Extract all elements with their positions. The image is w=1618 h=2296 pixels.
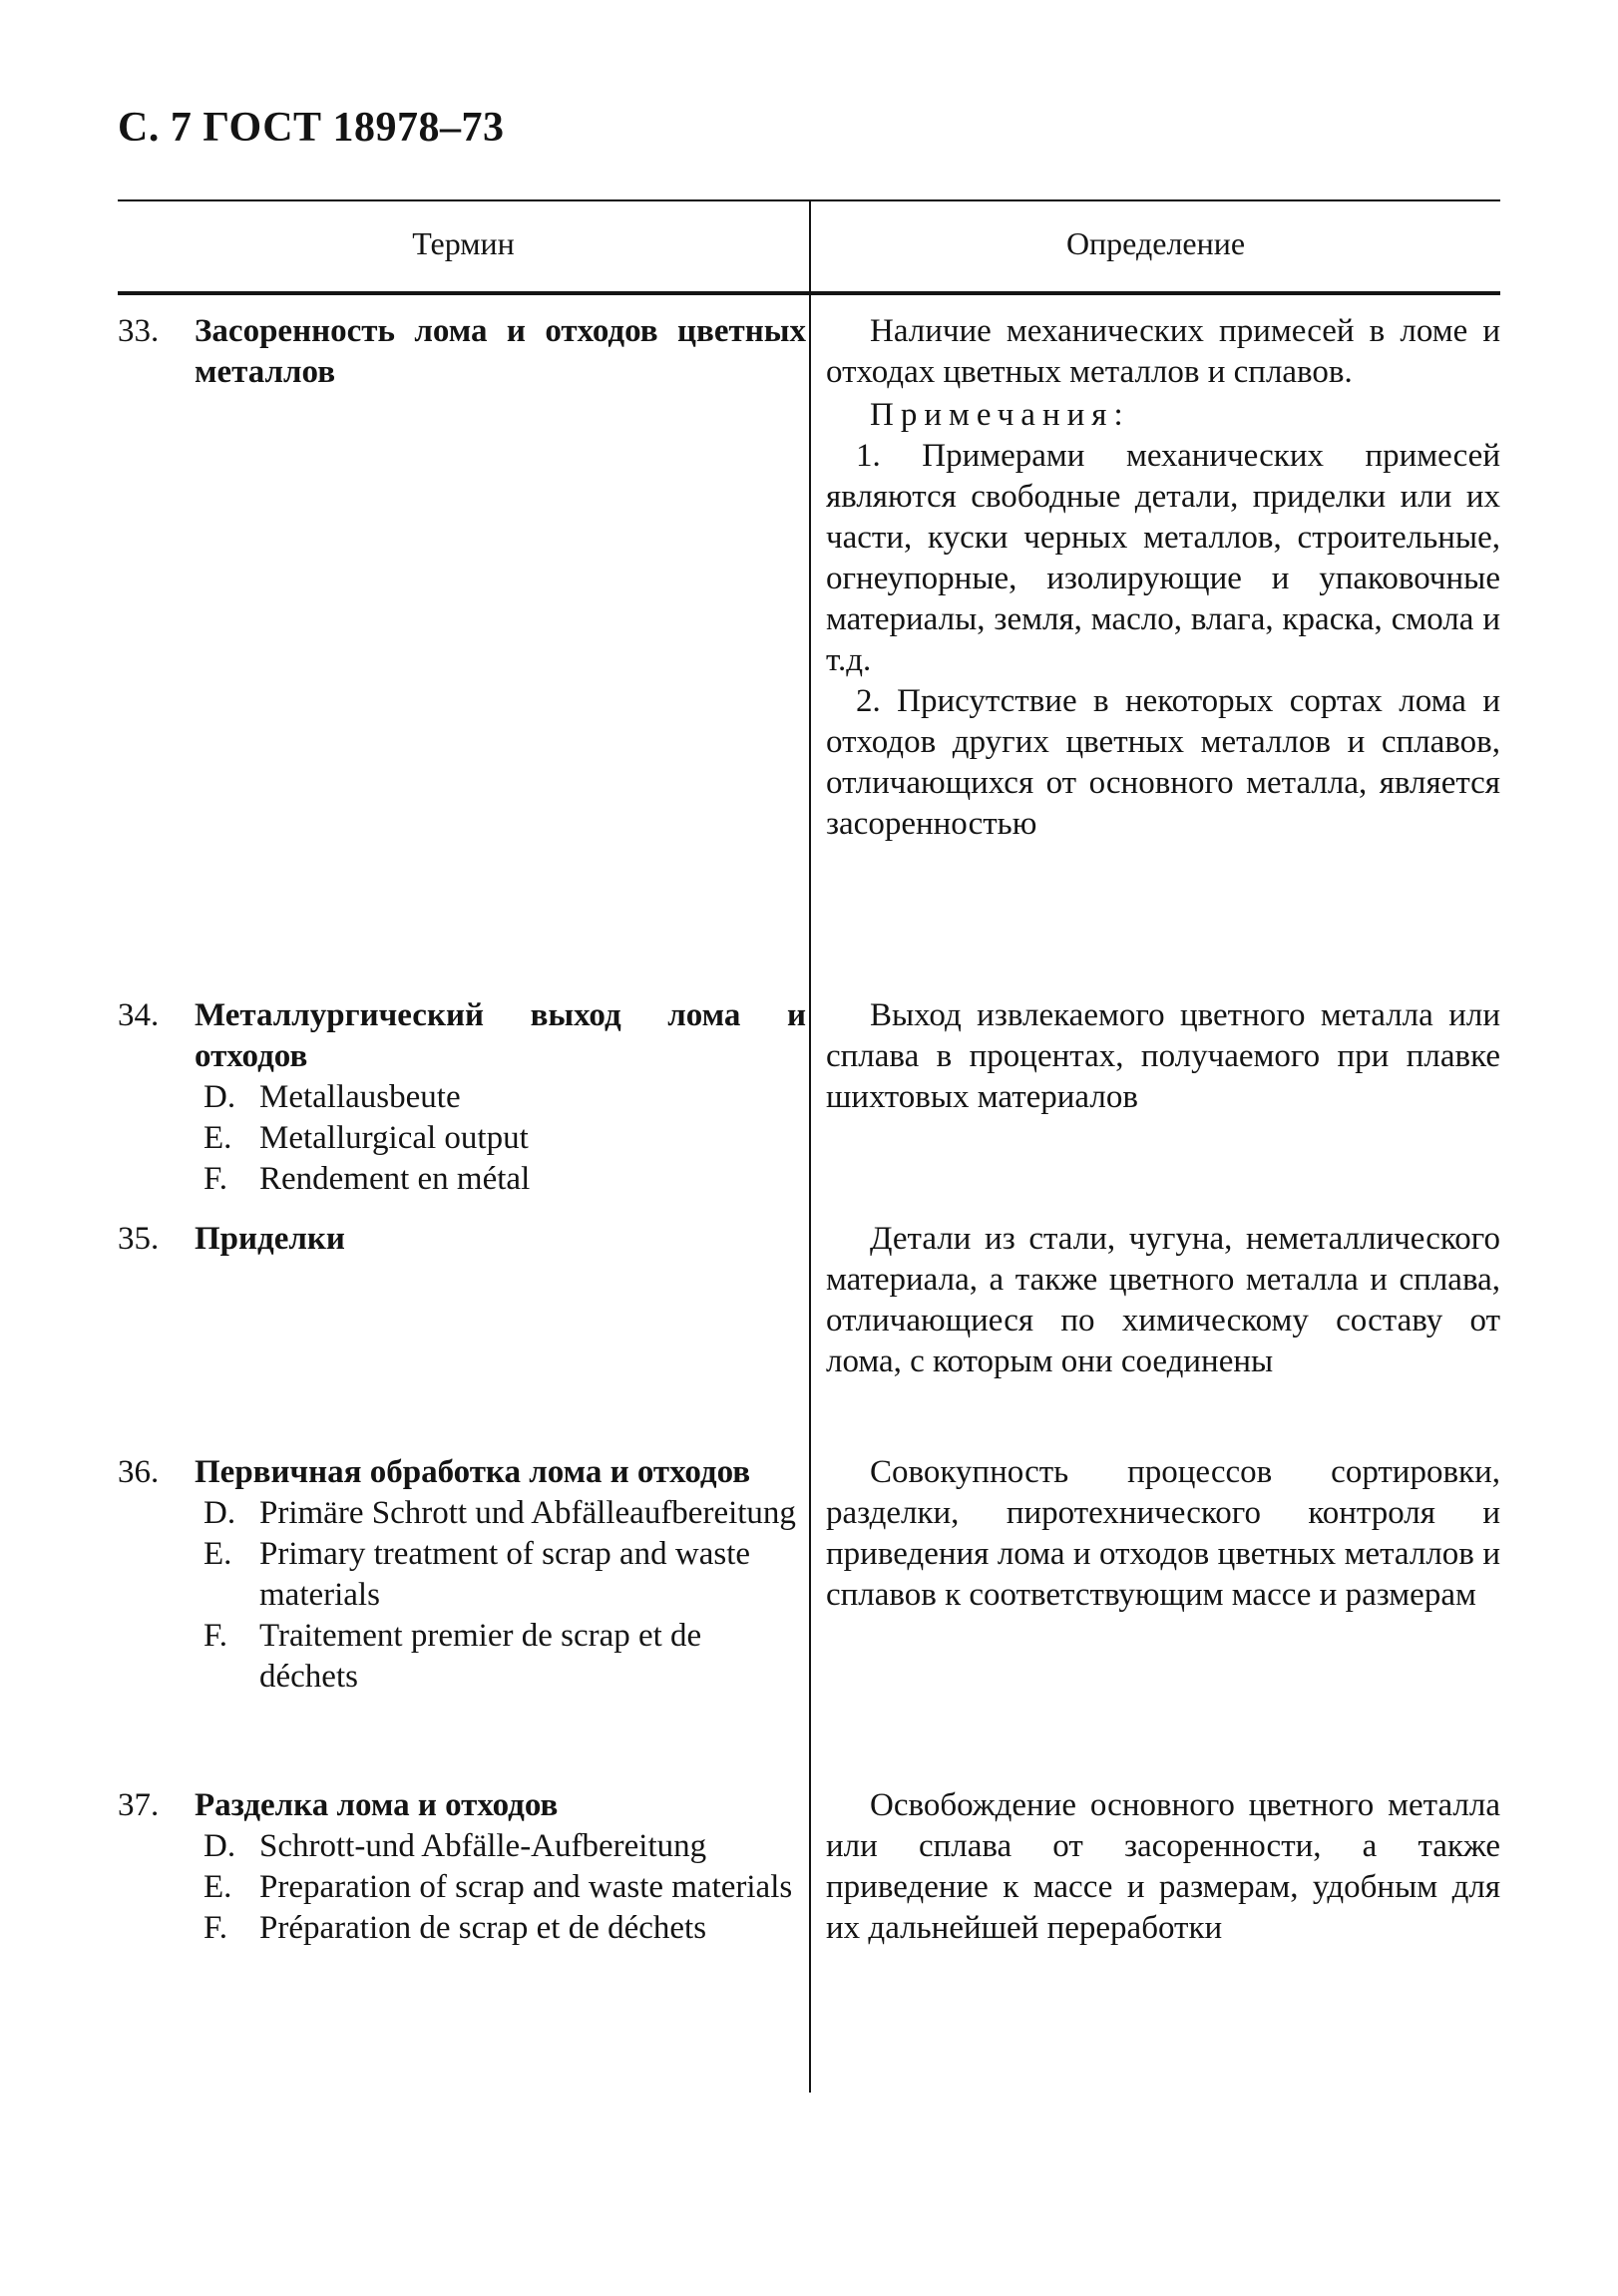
translation-text: Primäre Schrott und Abfälleaufbereitung [259, 1495, 796, 1531]
column-divider [809, 199, 811, 2093]
term-number: 34. [118, 997, 160, 1033]
translation-text: Traitement premier de scrap et de déchets [259, 1618, 702, 1695]
definition-text: Совокупность процессов сортировки, разделки, пиротехнического контроля и приведения лома и отходов цветных металлов и сплавов к соответствующим массе и размерам [826, 1454, 1500, 1613]
translation-de [118, 1493, 806, 1534]
translation-text: Primary treatment of scrap and waste materials [259, 1536, 751, 1613]
translation-text: Metallausbeute [259, 1079, 461, 1115]
translation-lang: F. [203, 1910, 227, 1946]
note-text: 2. Присутствие в некоторых сортах лома и отходов других цветных металлов и сплавов, отличающихся от основного металла, является засоренностью [826, 683, 1500, 842]
notes-title: Примечания: [870, 397, 1130, 433]
definition-text: Наличие механических примесей в ломе и отходах цветных металлов и сплавов. [826, 313, 1500, 390]
translation-fr [118, 1616, 806, 1698]
translation-text: Metallurgical output [259, 1120, 529, 1156]
term-name: Разделка лома и отходов [195, 1787, 559, 1823]
translation-lang: D. [203, 1079, 236, 1115]
term-number: 35. [118, 1221, 160, 1257]
note-text: 1. Примерами механических примесей являются свободные детали, приделки или их части, куски черных металлов, строительные, огнеупорные, изолирующие и упаковочные материалы, земля, масло, влага, краска, смола и т.д. [826, 438, 1500, 678]
translation-fr [118, 1159, 806, 1200]
translation-en [118, 1118, 806, 1159]
translation-lang: F. [203, 1618, 227, 1654]
column-header-term: Термин [412, 225, 515, 261]
definition-text: Выход извлекаемого цветного металла или сплава в процентах, получаемого при плавке шихтовых материалов [826, 997, 1500, 1115]
translation-text: Schrott-und Abfälle-Aufbereitung [259, 1828, 707, 1864]
translation-de [118, 1826, 806, 1867]
term-name: Металлургический выход лома и отходов [195, 997, 806, 1074]
translation-lang: E. [203, 1120, 232, 1156]
term-name: Первичная обработка лома и отходов [195, 1454, 751, 1490]
page-header: С. 7 ГОСТ 18978–73 [118, 105, 505, 151]
translation-en [118, 1867, 806, 1908]
translation-text: Préparation de scrap et de déchets [259, 1910, 707, 1946]
definition-text: Освобождение основного цветного металла или сплава от засоренности, а также приведение к массе и размерам, удобным для их дальнейшей переработки [826, 1787, 1500, 1946]
translation-text: Preparation of scrap and waste materials [259, 1869, 793, 1905]
term-number: 36. [118, 1454, 160, 1490]
translation-de [118, 1077, 806, 1118]
translation-text: Rendement en métal [259, 1161, 531, 1197]
term-number: 33. [118, 313, 160, 349]
definition-text: Детали из стали, чугуна, неметаллического материала, а также цветного металла и сплава, отличающиеся по химическому составу от лома, с которым они соединены [826, 1221, 1500, 1379]
term-name: Приделки [195, 1221, 345, 1257]
translation-lang: D. [203, 1495, 236, 1531]
translation-lang: F. [203, 1161, 227, 1197]
column-header-definition: Определение [1065, 225, 1246, 261]
translation-en [118, 1534, 806, 1616]
translation-lang: D. [203, 1828, 236, 1864]
translation-lang: E. [203, 1869, 232, 1905]
translation-fr [118, 1908, 806, 1949]
term-name: Засоренность лома и отходов цветных металлов [195, 313, 806, 390]
term-number: 37. [118, 1787, 160, 1823]
translation-lang: E. [203, 1536, 232, 1572]
